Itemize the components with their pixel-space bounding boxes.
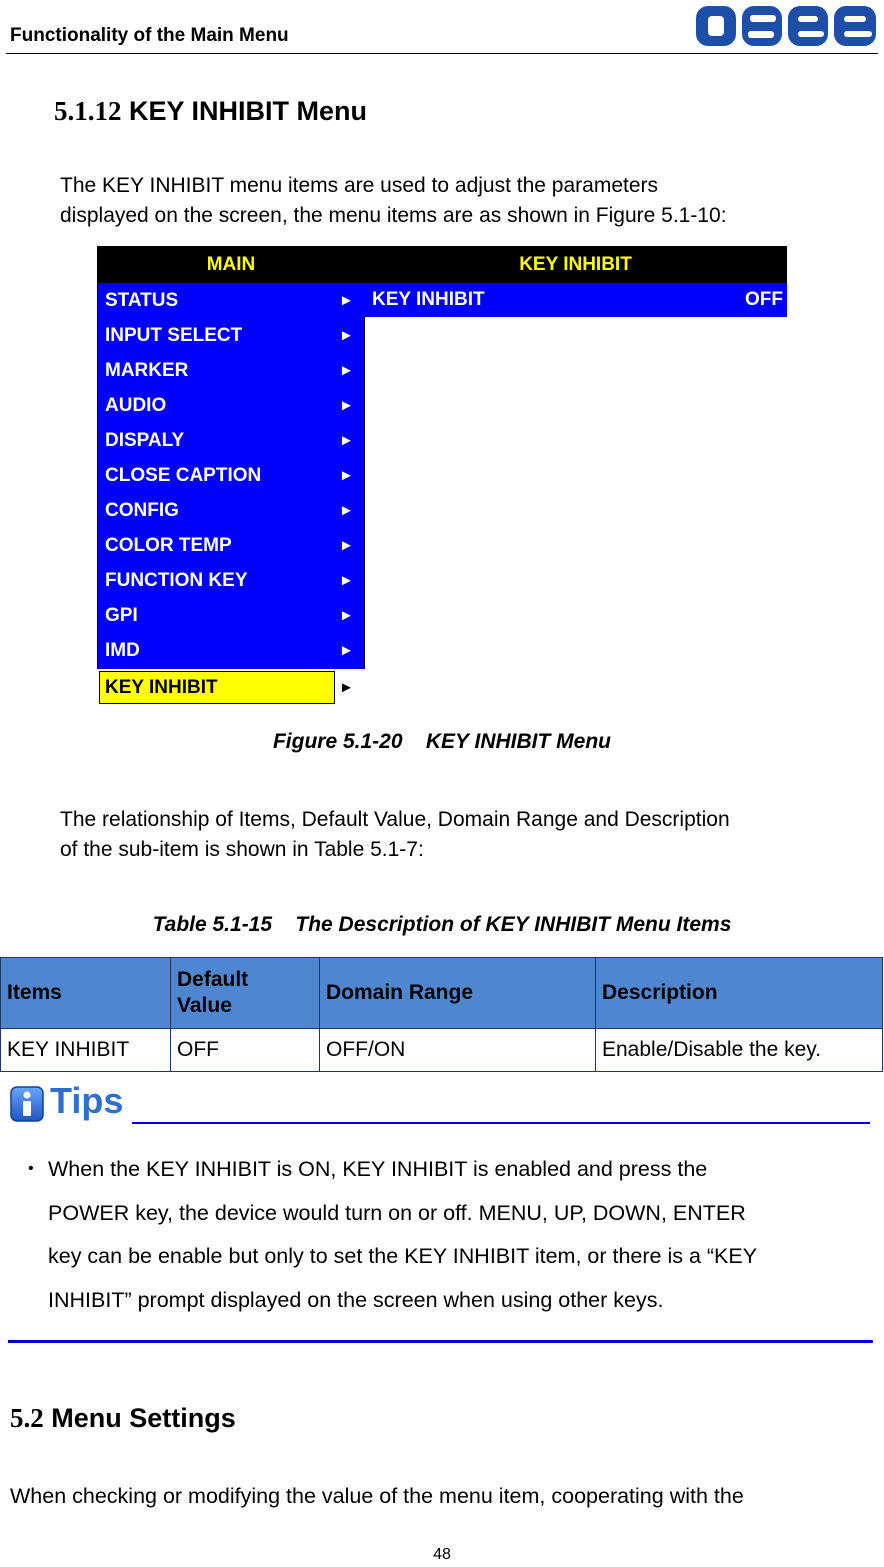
submenu-arrow-icon: ► [339, 397, 354, 414]
menu-item-display[interactable] [97, 423, 365, 458]
intro-line: displayed on the screen, the menu items are as shown in Figure 5.1-10: [60, 204, 727, 227]
menu-item-label: CLOSE CAPTION [105, 465, 262, 486]
intro-line: The KEY INHIBIT menu items are used to adjust the parameters [60, 174, 659, 197]
submenu-arrow-icon: ► [339, 537, 354, 554]
submenu-arrow-icon: ► [339, 432, 354, 449]
menu-item-gpi[interactable] [97, 598, 365, 633]
menu-item-key-inhibit-selected[interactable] [97, 670, 365, 705]
tips-bottom-rule [8, 1340, 873, 1343]
tip-line: key can be enable but only to set the KEY INHIBIT item, or there is a “KEY [48, 1244, 758, 1268]
table-row [1, 1029, 883, 1072]
key-inhibit-menu-header: KEY INHIBIT [364, 246, 787, 283]
table-header-description: Description [596, 958, 883, 1029]
section-number: 5.1.12 [54, 96, 122, 126]
figure-caption: Figure 5.1-20 KEY INHIBIT Menu [272, 730, 611, 753]
submenu-arrow-icon: ► [339, 327, 354, 344]
menu-item-label: KEY INHIBIT [105, 677, 218, 698]
header-rule [6, 53, 878, 54]
submenu-arrow-icon: ► [339, 362, 354, 379]
section-title: Menu Settings [51, 1403, 236, 1433]
section-title: KEY INHIBIT Menu [129, 96, 368, 126]
relationship-line: The relationship of Items, Default Value, Domain Range and Description [60, 808, 730, 831]
menu-item-label: GPI [105, 605, 138, 626]
relationship-paragraph [60, 805, 730, 865]
sub-item-label: KEY INHIBIT [372, 289, 485, 310]
menu-item-config[interactable] [97, 493, 365, 528]
menu-item-label: IMD [105, 640, 140, 661]
submenu-arrow-icon: ► [339, 572, 354, 589]
intro-paragraph [60, 171, 727, 231]
menu-item-label: AUDIO [105, 395, 167, 416]
menu-item-marker[interactable] [97, 353, 365, 388]
menu-item-status[interactable] [97, 283, 365, 318]
submenu-arrow-icon: ► [339, 292, 354, 309]
menu-item-label: INPUT SELECT [105, 325, 243, 346]
submenu-arrow-icon: ► [339, 502, 354, 519]
key-inhibit-table [0, 957, 883, 1072]
section-number: 5.2 [10, 1403, 44, 1433]
bullet-icon: • [28, 1160, 34, 1177]
submenu-arrow-icon: ► [339, 607, 354, 624]
osee-logo [694, 4, 878, 48]
tips-label: Tips [50, 1080, 124, 1121]
menu-item-label: CONFIG [105, 500, 179, 521]
menu-item-imd[interactable] [97, 633, 365, 668]
relationship-line: of the sub-item is shown in Table 5.1-7: [60, 838, 424, 861]
menu-item-label: COLOR TEMP [105, 535, 232, 556]
menu-item-label: STATUS [105, 290, 179, 311]
menu-item-function-key[interactable] [97, 563, 365, 598]
main-menu-header: MAIN [97, 246, 365, 283]
key-inhibit-sub-item[interactable] [364, 283, 787, 317]
table-cell: KEY INHIBIT [1, 1029, 171, 1072]
table-cell: OFF [171, 1029, 320, 1072]
tip-paragraph [48, 1148, 878, 1322]
tips-top-rule [132, 1122, 870, 1124]
tip-line: POWER key, the device would turn on or off. MENU, UP, DOWN, ENTER [48, 1200, 746, 1225]
menu-item-audio[interactable] [97, 388, 365, 423]
sub-item-value: OFF [745, 289, 783, 310]
table-caption: Table 5.1-15 The Description of KEY INHIBIT Menu Items [152, 913, 732, 936]
menu-item-label: MARKER [105, 360, 189, 381]
table-cell: OFF/ON [320, 1029, 596, 1072]
table-header-items: Items [1, 958, 171, 1029]
submenu-arrow-icon: ► [339, 467, 354, 484]
table-cell: Enable/Disable the key. [596, 1029, 883, 1072]
header-line: Value [177, 994, 232, 1017]
section-heading [54, 96, 367, 127]
running-header-title: Functionality of the Main Menu [10, 25, 289, 46]
menu-item-label: FUNCTION KEY [105, 570, 248, 591]
section-5-2-paragraph: When checking or modifying the value of the menu item, cooperating with the [10, 1484, 744, 1508]
tip-line: When the KEY INHIBIT is ON, KEY INHIBIT is enabled and press the [48, 1157, 708, 1181]
info-icon [10, 1086, 44, 1122]
submenu-arrow-icon: ► [339, 642, 354, 659]
table-header-row [1, 958, 883, 1029]
section-heading-5-2 [10, 1403, 236, 1434]
menu-item-color-temp[interactable] [97, 528, 365, 563]
page-number: 48 [433, 1546, 451, 1563]
submenu-arrow-icon: ► [339, 679, 354, 696]
tip-line: INHIBIT” prompt displayed on the screen when using other keys. [48, 1287, 664, 1312]
menu-item-label: DISPALY [105, 430, 185, 451]
menu-item-close-caption[interactable] [97, 458, 365, 493]
menu-item-input-select[interactable] [97, 318, 365, 353]
table-header-domain-range: Domain Range [320, 958, 596, 1029]
header-line: Default [177, 968, 249, 991]
table-header-default-value [171, 958, 320, 1029]
